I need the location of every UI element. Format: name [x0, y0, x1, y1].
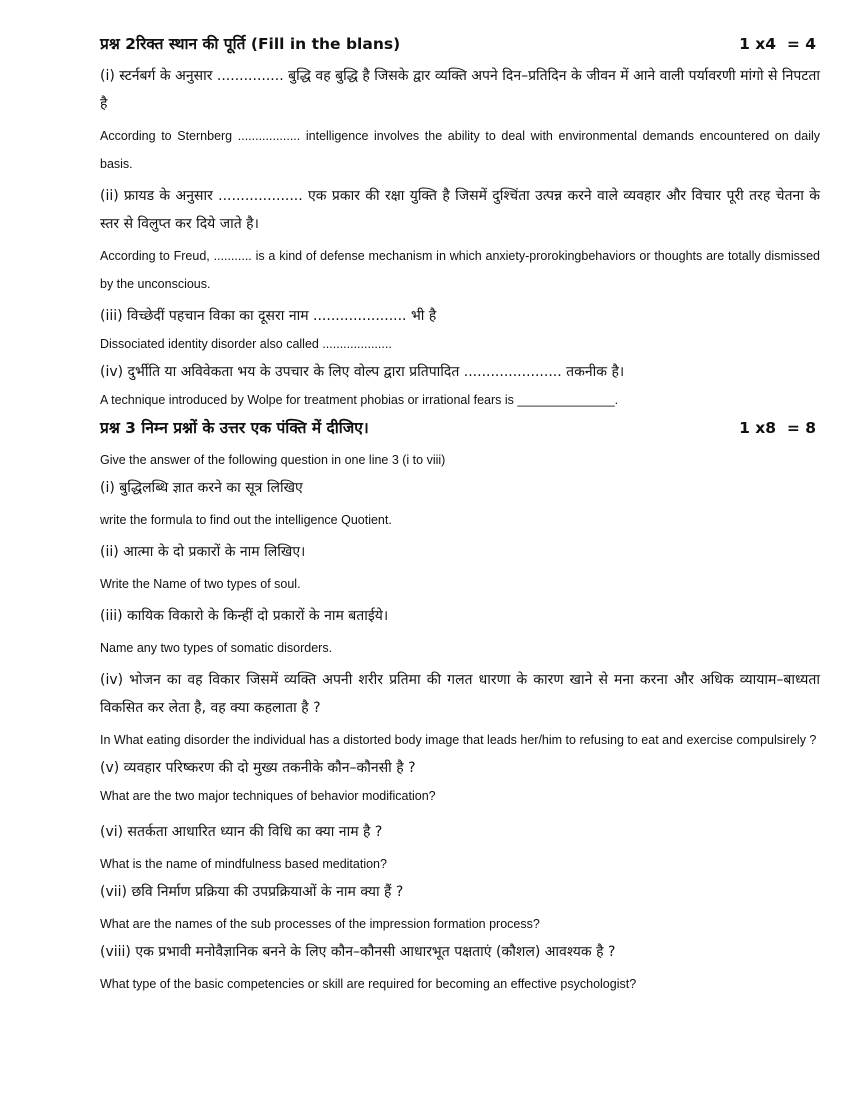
q2-item-2-english: According to Freud, ........... is a kind of defense mechanism in which anxiety-prorokingbehaviors or thoughts are totally dismissed by the unconscious.: [100, 249, 820, 291]
q3-item-4-english: In What eating disorder the individual has a distorted body image that leads her/him to refusing to eat and exercise compulsirely ?: [100, 733, 817, 747]
q2-item-1-hindi: (i) स्टर्नबर्ग के अनुसार ............... बुद्धि वह बुद्धि है जिसके द्वार व्यक्ति अपने दिन–प्रतिदिन के जीवन में आने वाली पर्यावरणी मांगो से निपटता है: [100, 68, 820, 112]
q3-item-1-english: write the formula to find out the intelligence Quotient.: [100, 513, 392, 527]
q3-item-2-hindi: (ii) आत्मा के दो प्रकारों के नाम लिखिए।: [100, 544, 306, 560]
q3-instruction: Give the answer of the following question in one line 3 (i to viii): [100, 453, 446, 467]
q2-item-4-hindi: (iv) दुर्भीति या अविवेकता भय के उपचार के लिए वोल्प द्वारा प्रतिपादित ...................... तकनीक है।: [100, 364, 625, 380]
q3-heading: प्रश्न 3 निम्न प्रश्नों के उत्तर एक पंक्ति में दीजिए।: [100, 419, 369, 437]
q3-item-6-english: What is the name of mindfulness based meditation?: [100, 857, 387, 871]
q3-item-5-english: What are the two major techniques of behavior modification?: [100, 789, 436, 803]
q3-marks: 1 x8 = 8: [739, 419, 816, 437]
q2-item-3-hindi: (iii) विच्छेदीं पहचान विका का दूसरा नाम ..................... भी है: [100, 308, 437, 324]
q3-heading-row: [100, 414, 820, 442]
q3-item-3-english: Name any two types of somatic disorders.: [100, 641, 333, 655]
q3-item-7-english: What are the names of the sub processes of the impression formation process?: [100, 917, 540, 931]
q3-item-5-hindi: (v) व्यवहार परिष्करण की दो मुख्य तकनीके कौन–कौनसी है ?: [100, 760, 416, 776]
q2-item-4-english: A technique introduced by Wolpe for treatment phobias or irrational fears is ______________.: [100, 393, 619, 407]
q2-marks: 1 x4 = 4: [739, 35, 816, 53]
q2-heading-row: [100, 30, 820, 58]
q3-item-4-hindi: (iv) भोजन का वह विकार जिसमें व्यक्ति अपनी शरीर प्रतिमा की गलत धारणा के कारण खाने से मना करना और अधिक व्यायाम–बाध्यता विकसित कर लेता है, वह क्या कहलाता है ?: [100, 672, 820, 716]
exam-page: [100, 30, 820, 998]
q2-item-2-hindi: (ii) फ्रायड के अनुसार ................... एक प्रकार की रक्षा युक्ति है जिसमें दुश्चिंता उत्पन्न करने वाले व्यवहार और विचार पूरी तरह चेतना के स्तर से विलुप्त कर दिये जाते है।: [100, 188, 820, 232]
q2-heading: प्रश्न 2रिक्त स्थान की पूर्ति (Fill in the blans): [100, 35, 401, 53]
q3-item-1-hindi: (i) बुद्धिलब्धि ज्ञात करने का सूत्र लिखिए: [100, 480, 303, 496]
q3-item-6-hindi: (vi) सतर्कता आधारित ध्यान की विधि का क्या नाम है ?: [100, 824, 383, 840]
q3-item-7-hindi: (vii) छवि निर्माण प्रक्रिया की उपप्रक्रियाओं के नाम क्या हैं ?: [100, 884, 404, 900]
q2-item-1-english: According to Sternberg .................. intelligence involves the ability to deal with environmental demands encountered on daily basis.: [100, 129, 820, 171]
q3-item-8-hindi: (viii) एक प्रभावी मनोवैज्ञानिक बनने के लिए कौन–कौनसी आधारभूत पक्षताएं (कौशल) आवश्यक है ?: [100, 944, 616, 960]
q3-item-8-english: What type of the basic competencies or skill are required for becoming an effective psychologist?: [100, 977, 637, 991]
q3-item-2-english: Write the Name of two types of soul.: [100, 577, 301, 591]
q2-item-3-english: Dissociated identity disorder also called ....................: [100, 337, 392, 351]
q3-item-3-hindi: (iii) कायिक विकारो के किन्हीं दो प्रकारों के नाम बताईये।: [100, 608, 389, 624]
